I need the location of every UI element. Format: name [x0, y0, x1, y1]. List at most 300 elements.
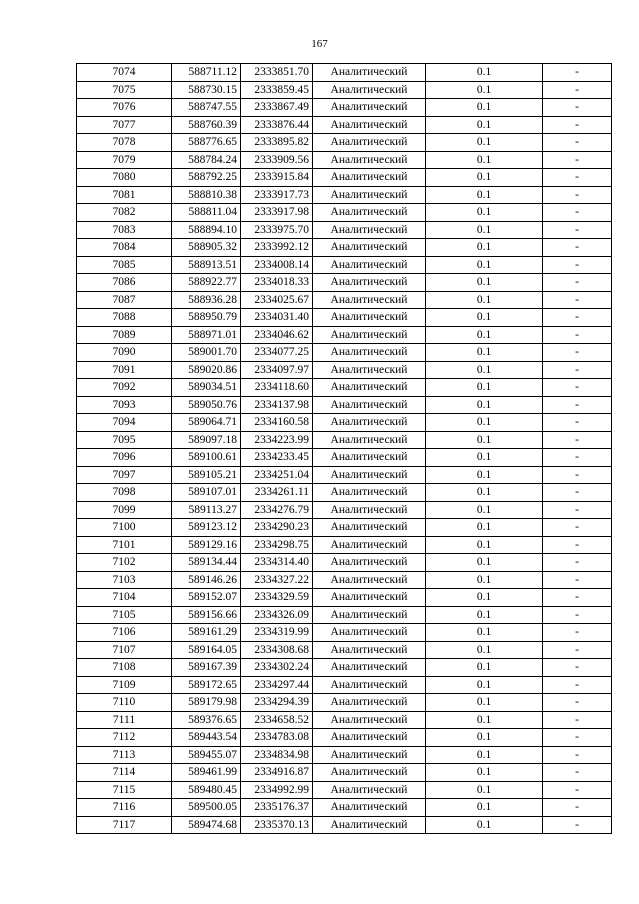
point-number-cell: 7095: [77, 431, 172, 449]
point-number-cell: 7114: [77, 764, 172, 782]
point-number-cell: 7116: [77, 799, 172, 817]
method-cell: Аналитический: [313, 589, 426, 607]
method-cell: Аналитический: [313, 676, 426, 694]
accuracy-cell: 0.1: [426, 169, 543, 187]
accuracy-cell: 0.1: [426, 554, 543, 572]
x-coordinate-cell: 589100.61: [172, 449, 241, 467]
accuracy-cell: 0.1: [426, 781, 543, 799]
method-cell: Аналитический: [313, 799, 426, 817]
x-coordinate-cell: 588810.38: [172, 186, 241, 204]
method-cell: Аналитический: [313, 519, 426, 537]
note-cell: -: [543, 344, 612, 362]
y-coordinate-cell: 2334834.98: [241, 746, 313, 764]
accuracy-cell: 0.1: [426, 799, 543, 817]
note-cell: -: [543, 151, 612, 169]
method-cell: Аналитический: [313, 781, 426, 799]
x-coordinate-cell: 589113.27: [172, 501, 241, 519]
accuracy-cell: 0.1: [426, 764, 543, 782]
accuracy-cell: 0.1: [426, 186, 543, 204]
method-cell: Аналитический: [313, 151, 426, 169]
point-number-cell: 7111: [77, 711, 172, 729]
x-coordinate-cell: 588905.32: [172, 239, 241, 257]
y-coordinate-cell: 2334160.58: [241, 414, 313, 432]
x-coordinate-cell: 589443.54: [172, 729, 241, 747]
y-coordinate-cell: 2334251.04: [241, 466, 313, 484]
x-coordinate-cell: 589376.65: [172, 711, 241, 729]
note-cell: -: [543, 99, 612, 117]
note-cell: -: [543, 466, 612, 484]
x-coordinate-cell: 589050.76: [172, 396, 241, 414]
x-coordinate-cell: 588971.01: [172, 326, 241, 344]
y-coordinate-cell: 2334008.14: [241, 256, 313, 274]
y-coordinate-cell: 2334233.45: [241, 449, 313, 467]
accuracy-cell: 0.1: [426, 221, 543, 239]
x-coordinate-cell: 589161.29: [172, 624, 241, 642]
table-row: [77, 606, 612, 624]
page-number: 167: [311, 38, 328, 50]
accuracy-cell: 0.1: [426, 746, 543, 764]
note-cell: -: [543, 571, 612, 589]
accuracy-cell: 0.1: [426, 466, 543, 484]
table-row: [77, 781, 612, 799]
table-row: [77, 519, 612, 537]
point-number-cell: 7096: [77, 449, 172, 467]
method-cell: Аналитический: [313, 659, 426, 677]
y-coordinate-cell: 2333909.56: [241, 151, 313, 169]
note-cell: -: [543, 816, 612, 834]
table-row: [77, 169, 612, 187]
y-coordinate-cell: 2334319.99: [241, 624, 313, 642]
method-cell: Аналитический: [313, 64, 426, 82]
note-cell: -: [543, 81, 612, 99]
x-coordinate-cell: 588711.12: [172, 64, 241, 82]
x-coordinate-cell: 589179.98: [172, 694, 241, 712]
accuracy-cell: 0.1: [426, 571, 543, 589]
method-cell: Аналитический: [313, 344, 426, 362]
y-coordinate-cell: 2335176.37: [241, 799, 313, 817]
accuracy-cell: 0.1: [426, 344, 543, 362]
x-coordinate-cell: 588811.04: [172, 204, 241, 222]
x-coordinate-cell: 589064.71: [172, 414, 241, 432]
y-coordinate-cell: 2334327.22: [241, 571, 313, 589]
note-cell: -: [543, 501, 612, 519]
y-coordinate-cell: 2334046.62: [241, 326, 313, 344]
x-coordinate-cell: 588776.65: [172, 134, 241, 152]
point-number-cell: 7080: [77, 169, 172, 187]
x-coordinate-cell: 589480.45: [172, 781, 241, 799]
accuracy-cell: 0.1: [426, 816, 543, 834]
table-row: [77, 536, 612, 554]
note-cell: -: [543, 449, 612, 467]
point-number-cell: 7084: [77, 239, 172, 257]
accuracy-cell: 0.1: [426, 624, 543, 642]
note-cell: -: [543, 484, 612, 502]
method-cell: Аналитический: [313, 169, 426, 187]
x-coordinate-cell: 589146.26: [172, 571, 241, 589]
method-cell: Аналитический: [313, 134, 426, 152]
y-coordinate-cell: 2333876.44: [241, 116, 313, 134]
method-cell: Аналитический: [313, 116, 426, 134]
y-coordinate-cell: 2334294.39: [241, 694, 313, 712]
note-cell: -: [543, 536, 612, 554]
table-row: [77, 729, 612, 747]
method-cell: Аналитический: [313, 414, 426, 432]
note-cell: -: [543, 676, 612, 694]
table-row: [77, 396, 612, 414]
point-number-cell: 7085: [77, 256, 172, 274]
y-coordinate-cell: 2335370.13: [241, 816, 313, 834]
table-row: [77, 274, 612, 292]
note-cell: -: [543, 169, 612, 187]
note-cell: -: [543, 554, 612, 572]
accuracy-cell: 0.1: [426, 291, 543, 309]
method-cell: Аналитический: [313, 606, 426, 624]
x-coordinate-cell: 589001.70: [172, 344, 241, 362]
point-number-cell: 7083: [77, 221, 172, 239]
note-cell: -: [543, 624, 612, 642]
point-number-cell: 7115: [77, 781, 172, 799]
accuracy-cell: 0.1: [426, 134, 543, 152]
table-row: [77, 81, 612, 99]
note-cell: -: [543, 204, 612, 222]
table-row: [77, 309, 612, 327]
x-coordinate-cell: 589034.51: [172, 379, 241, 397]
y-coordinate-cell: 2333851.70: [241, 64, 313, 82]
x-coordinate-cell: 589164.05: [172, 641, 241, 659]
note-cell: -: [543, 589, 612, 607]
y-coordinate-cell: 2334916.87: [241, 764, 313, 782]
y-coordinate-cell: 2334018.33: [241, 274, 313, 292]
y-coordinate-cell: 2334223.99: [241, 431, 313, 449]
accuracy-cell: 0.1: [426, 694, 543, 712]
accuracy-cell: 0.1: [426, 99, 543, 117]
table-row: [77, 641, 612, 659]
accuracy-cell: 0.1: [426, 361, 543, 379]
table-row: [77, 659, 612, 677]
y-coordinate-cell: 2334297.44: [241, 676, 313, 694]
x-coordinate-cell: 588950.79: [172, 309, 241, 327]
accuracy-cell: 0.1: [426, 274, 543, 292]
note-cell: -: [543, 221, 612, 239]
note-cell: -: [543, 239, 612, 257]
table-row: [77, 746, 612, 764]
y-coordinate-cell: 2334290.23: [241, 519, 313, 537]
x-coordinate-cell: 589134.44: [172, 554, 241, 572]
y-coordinate-cell: 2334302.24: [241, 659, 313, 677]
method-cell: Аналитический: [313, 641, 426, 659]
point-number-cell: 7100: [77, 519, 172, 537]
method-cell: Аналитический: [313, 396, 426, 414]
accuracy-cell: 0.1: [426, 676, 543, 694]
x-coordinate-cell: 588760.39: [172, 116, 241, 134]
method-cell: Аналитический: [313, 449, 426, 467]
method-cell: Аналитический: [313, 466, 426, 484]
y-coordinate-cell: 2333992.12: [241, 239, 313, 257]
table-row: [77, 799, 612, 817]
x-coordinate-cell: 589474.68: [172, 816, 241, 834]
method-cell: Аналитический: [313, 431, 426, 449]
note-cell: -: [543, 781, 612, 799]
y-coordinate-cell: 2334329.59: [241, 589, 313, 607]
table-row: [77, 116, 612, 134]
x-coordinate-cell: 589020.86: [172, 361, 241, 379]
point-number-cell: 7104: [77, 589, 172, 607]
table-row: [77, 361, 612, 379]
point-number-cell: 7082: [77, 204, 172, 222]
accuracy-cell: 0.1: [426, 256, 543, 274]
coordinates-table: [76, 63, 612, 834]
note-cell: -: [543, 641, 612, 659]
accuracy-cell: 0.1: [426, 64, 543, 82]
y-coordinate-cell: 2334097.97: [241, 361, 313, 379]
x-coordinate-cell: 589107.01: [172, 484, 241, 502]
accuracy-cell: 0.1: [426, 659, 543, 677]
method-cell: Аналитический: [313, 361, 426, 379]
accuracy-cell: 0.1: [426, 536, 543, 554]
y-coordinate-cell: 2334031.40: [241, 309, 313, 327]
method-cell: Аналитический: [313, 379, 426, 397]
note-cell: -: [543, 309, 612, 327]
x-coordinate-cell: 589455.07: [172, 746, 241, 764]
table-row: [77, 711, 612, 729]
accuracy-cell: 0.1: [426, 711, 543, 729]
accuracy-cell: 0.1: [426, 589, 543, 607]
y-coordinate-cell: 2333975.70: [241, 221, 313, 239]
y-coordinate-cell: 2334118.60: [241, 379, 313, 397]
point-number-cell: 7110: [77, 694, 172, 712]
accuracy-cell: 0.1: [426, 414, 543, 432]
point-number-cell: 7076: [77, 99, 172, 117]
note-cell: -: [543, 799, 612, 817]
accuracy-cell: 0.1: [426, 449, 543, 467]
table-row: [77, 64, 612, 82]
table-row: [77, 816, 612, 834]
table-row: [77, 624, 612, 642]
note-cell: -: [543, 659, 612, 677]
point-number-cell: 7108: [77, 659, 172, 677]
note-cell: -: [543, 134, 612, 152]
point-number-cell: 7091: [77, 361, 172, 379]
table-row: [77, 151, 612, 169]
x-coordinate-cell: 588894.10: [172, 221, 241, 239]
method-cell: Аналитический: [313, 186, 426, 204]
note-cell: -: [543, 414, 612, 432]
point-number-cell: 7074: [77, 64, 172, 82]
point-number-cell: 7086: [77, 274, 172, 292]
x-coordinate-cell: 588730.15: [172, 81, 241, 99]
y-coordinate-cell: 2334992.99: [241, 781, 313, 799]
method-cell: Аналитический: [313, 204, 426, 222]
point-number-cell: 7081: [77, 186, 172, 204]
method-cell: Аналитический: [313, 326, 426, 344]
y-coordinate-cell: 2334314.40: [241, 554, 313, 572]
point-number-cell: 7112: [77, 729, 172, 747]
x-coordinate-cell: 589156.66: [172, 606, 241, 624]
x-coordinate-cell: 588747.55: [172, 99, 241, 117]
x-coordinate-cell: 589461.99: [172, 764, 241, 782]
table-row: [77, 571, 612, 589]
note-cell: -: [543, 274, 612, 292]
point-number-cell: 7103: [77, 571, 172, 589]
table-row: [77, 379, 612, 397]
point-number-cell: 7092: [77, 379, 172, 397]
method-cell: Аналитический: [313, 309, 426, 327]
point-number-cell: 7087: [77, 291, 172, 309]
table-row: [77, 344, 612, 362]
accuracy-cell: 0.1: [426, 151, 543, 169]
y-coordinate-cell: 2334077.25: [241, 344, 313, 362]
method-cell: Аналитический: [313, 536, 426, 554]
x-coordinate-cell: 589152.07: [172, 589, 241, 607]
y-coordinate-cell: 2334261.11: [241, 484, 313, 502]
method-cell: Аналитический: [313, 239, 426, 257]
method-cell: Аналитический: [313, 221, 426, 239]
table-row: [77, 326, 612, 344]
accuracy-cell: 0.1: [426, 484, 543, 502]
note-cell: -: [543, 379, 612, 397]
note-cell: -: [543, 326, 612, 344]
x-coordinate-cell: 589097.18: [172, 431, 241, 449]
method-cell: Аналитический: [313, 291, 426, 309]
table-row: [77, 204, 612, 222]
x-coordinate-cell: 589129.16: [172, 536, 241, 554]
note-cell: -: [543, 711, 612, 729]
accuracy-cell: 0.1: [426, 309, 543, 327]
table-row: [77, 414, 612, 432]
note-cell: -: [543, 519, 612, 537]
method-cell: Аналитический: [313, 694, 426, 712]
table-row: [77, 501, 612, 519]
y-coordinate-cell: 2334783.08: [241, 729, 313, 747]
point-number-cell: 7107: [77, 641, 172, 659]
y-coordinate-cell: 2334137.98: [241, 396, 313, 414]
note-cell: -: [543, 256, 612, 274]
point-number-cell: 7106: [77, 624, 172, 642]
table-row: [77, 676, 612, 694]
note-cell: -: [543, 64, 612, 82]
y-coordinate-cell: 2334276.79: [241, 501, 313, 519]
table-row: [77, 589, 612, 607]
method-cell: Аналитический: [313, 81, 426, 99]
accuracy-cell: 0.1: [426, 204, 543, 222]
note-cell: -: [543, 291, 612, 309]
note-cell: -: [543, 694, 612, 712]
y-coordinate-cell: 2334658.52: [241, 711, 313, 729]
note-cell: -: [543, 361, 612, 379]
y-coordinate-cell: 2334326.09: [241, 606, 313, 624]
accuracy-cell: 0.1: [426, 239, 543, 257]
point-number-cell: 7109: [77, 676, 172, 694]
x-coordinate-cell: 589167.39: [172, 659, 241, 677]
note-cell: -: [543, 186, 612, 204]
y-coordinate-cell: 2333917.73: [241, 186, 313, 204]
accuracy-cell: 0.1: [426, 519, 543, 537]
note-cell: -: [543, 746, 612, 764]
table-row: [77, 134, 612, 152]
note-cell: -: [543, 606, 612, 624]
table-row: [77, 484, 612, 502]
method-cell: Аналитический: [313, 764, 426, 782]
method-cell: Аналитический: [313, 624, 426, 642]
accuracy-cell: 0.1: [426, 641, 543, 659]
method-cell: Аналитический: [313, 256, 426, 274]
accuracy-cell: 0.1: [426, 116, 543, 134]
table-row: [77, 554, 612, 572]
method-cell: Аналитический: [313, 484, 426, 502]
y-coordinate-cell: 2333867.49: [241, 99, 313, 117]
method-cell: Аналитический: [313, 746, 426, 764]
table-row: [77, 256, 612, 274]
table-row: [77, 764, 612, 782]
method-cell: Аналитический: [313, 816, 426, 834]
point-number-cell: 7099: [77, 501, 172, 519]
point-number-cell: 7117: [77, 816, 172, 834]
table-row: [77, 99, 612, 117]
y-coordinate-cell: 2334025.67: [241, 291, 313, 309]
table-row: [77, 431, 612, 449]
point-number-cell: 7088: [77, 309, 172, 327]
point-number-cell: 7113: [77, 746, 172, 764]
point-number-cell: 7098: [77, 484, 172, 502]
y-coordinate-cell: 2333915.84: [241, 169, 313, 187]
x-coordinate-cell: 588792.25: [172, 169, 241, 187]
table-row: [77, 239, 612, 257]
note-cell: -: [543, 116, 612, 134]
note-cell: -: [543, 729, 612, 747]
accuracy-cell: 0.1: [426, 81, 543, 99]
table-row: [77, 449, 612, 467]
point-number-cell: 7094: [77, 414, 172, 432]
y-coordinate-cell: 2334308.68: [241, 641, 313, 659]
table-row: [77, 186, 612, 204]
x-coordinate-cell: 588913.51: [172, 256, 241, 274]
accuracy-cell: 0.1: [426, 326, 543, 344]
point-number-cell: 7093: [77, 396, 172, 414]
x-coordinate-cell: 589123.12: [172, 519, 241, 537]
x-coordinate-cell: 589500.05: [172, 799, 241, 817]
y-coordinate-cell: 2334298.75: [241, 536, 313, 554]
y-coordinate-cell: 2333895.82: [241, 134, 313, 152]
point-number-cell: 7102: [77, 554, 172, 572]
point-number-cell: 7079: [77, 151, 172, 169]
note-cell: -: [543, 396, 612, 414]
accuracy-cell: 0.1: [426, 606, 543, 624]
method-cell: Аналитический: [313, 99, 426, 117]
point-number-cell: 7101: [77, 536, 172, 554]
point-number-cell: 7105: [77, 606, 172, 624]
table-row: [77, 291, 612, 309]
method-cell: Аналитический: [313, 554, 426, 572]
accuracy-cell: 0.1: [426, 431, 543, 449]
point-number-cell: 7078: [77, 134, 172, 152]
x-coordinate-cell: 588784.24: [172, 151, 241, 169]
method-cell: Аналитический: [313, 571, 426, 589]
point-number-cell: 7089: [77, 326, 172, 344]
x-coordinate-cell: 589172.65: [172, 676, 241, 694]
point-number-cell: 7090: [77, 344, 172, 362]
x-coordinate-cell: 588922.77: [172, 274, 241, 292]
point-number-cell: 7097: [77, 466, 172, 484]
point-number-cell: 7077: [77, 116, 172, 134]
note-cell: -: [543, 764, 612, 782]
method-cell: Аналитический: [313, 729, 426, 747]
note-cell: -: [543, 431, 612, 449]
method-cell: Аналитический: [313, 501, 426, 519]
method-cell: Аналитический: [313, 274, 426, 292]
table-row: [77, 694, 612, 712]
y-coordinate-cell: 2333917.98: [241, 204, 313, 222]
x-coordinate-cell: 589105.21: [172, 466, 241, 484]
